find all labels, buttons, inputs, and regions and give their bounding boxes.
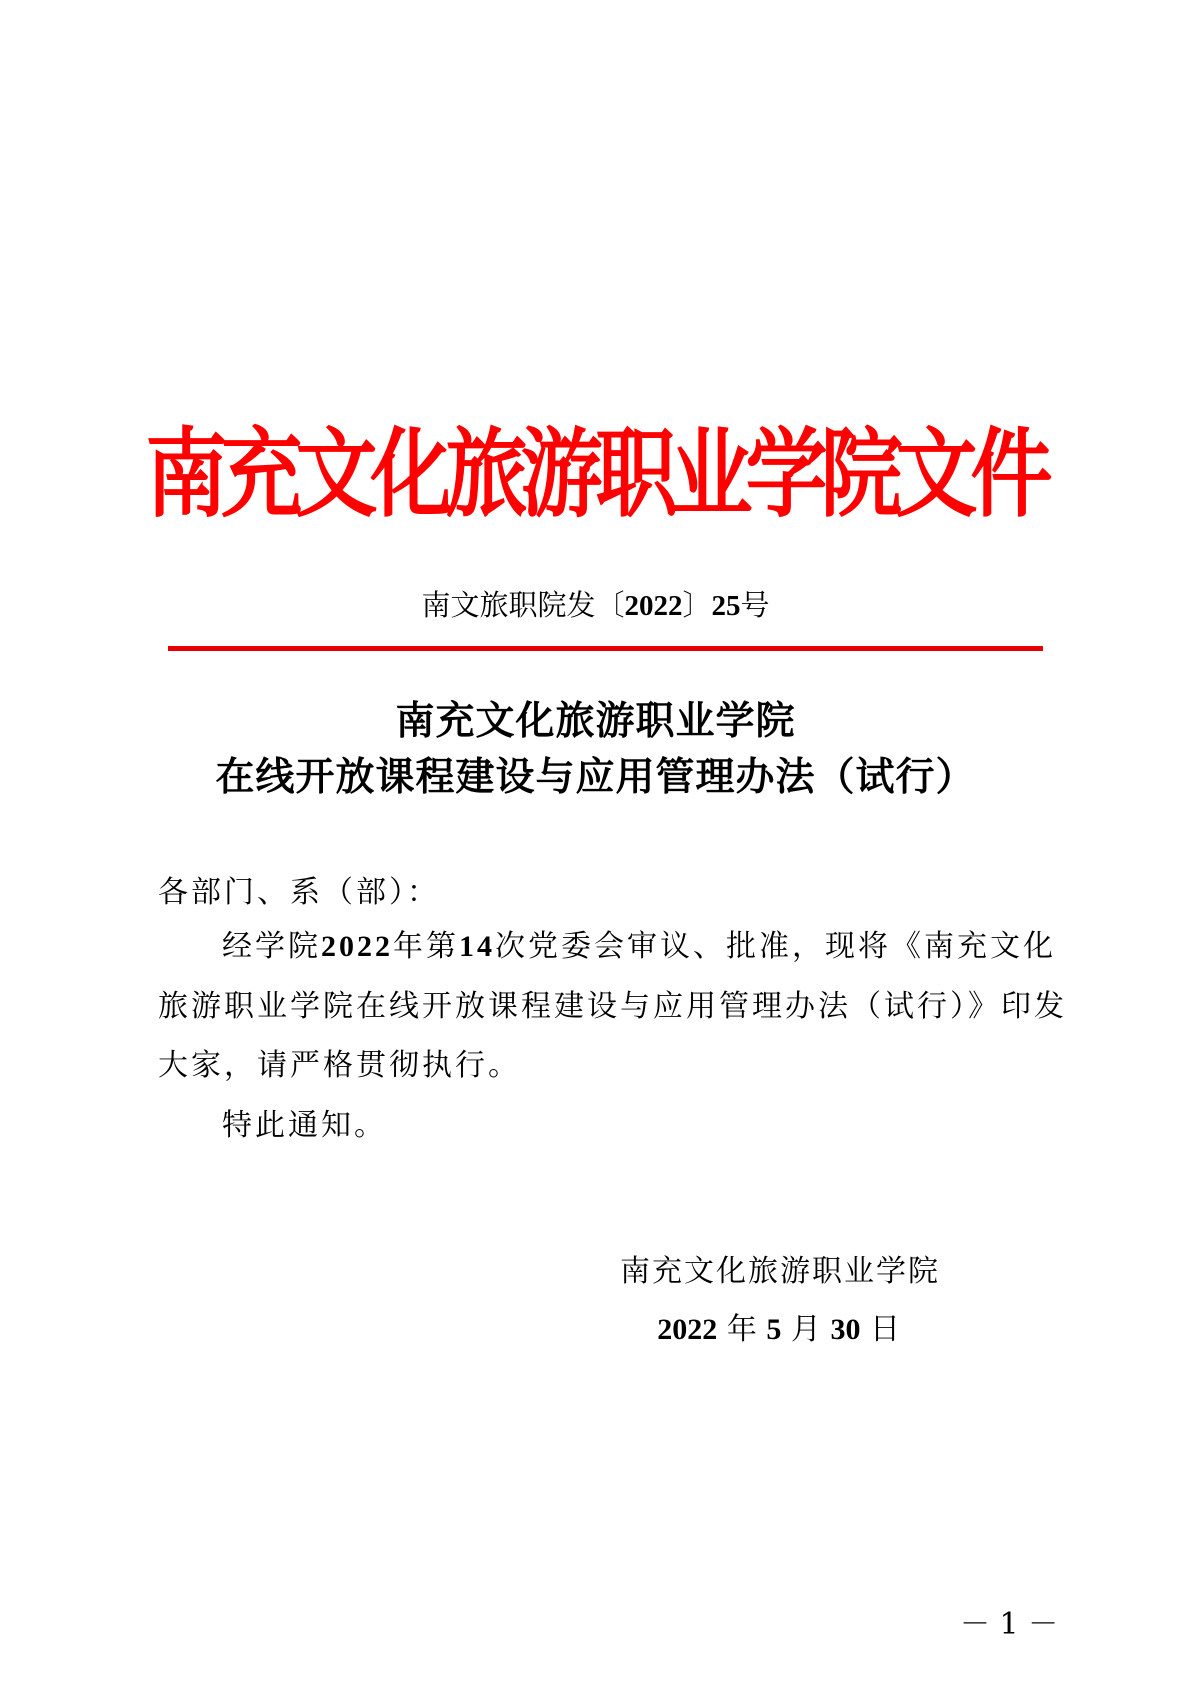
document-title-line1: 南充文化旅游职业学院 (395, 699, 796, 744)
p1-text-a: 经学院 (222, 929, 321, 964)
doc-number-suffix: 号 (740, 588, 770, 622)
document-title-line2: 在线开放课程建设与应用管理办法（试行） (215, 755, 976, 800)
sig-year: 2022 (657, 1313, 718, 1346)
p1-text-c: 次党委会审议、批准，现将《南充文化 (495, 929, 1056, 964)
page-number: － 1 － (960, 1607, 1059, 1642)
sig-day: 30 (830, 1313, 861, 1346)
signature-date (0, 1305, 900, 1355)
sig-day-unit: 日 (870, 1312, 900, 1347)
document-number (0, 585, 1191, 626)
sig-month-unit: 月 (790, 1312, 821, 1347)
p1-meeting-number: 14 (459, 930, 495, 963)
doc-number-no: 25 (711, 590, 741, 622)
paragraph-line1 (158, 917, 1107, 977)
red-header-title: 南充文化旅游职业学院文件 (145, 419, 1046, 532)
red-separator-line (168, 646, 1043, 651)
doc-number-mid: 〕 (682, 588, 712, 622)
p1-text-b: 年第 (393, 929, 459, 964)
sig-year-unit: 年 (726, 1312, 757, 1347)
paragraph-line2: 旅游职业学院在线开放课程建设与应用管理办法（试行）》印发 (158, 989, 1067, 1024)
doc-number-year: 2022 (624, 590, 683, 622)
closing-remark: 特此通知。 (222, 1108, 387, 1143)
sig-month: 5 (766, 1313, 782, 1346)
paragraph-line3: 大家，请严格贯彻执行。 (158, 1048, 521, 1083)
doc-number-prefix: 南文旅职院发〔 (421, 588, 625, 622)
signature-org: 南充文化旅游职业学院 (620, 1254, 940, 1289)
p1-year: 2022 (321, 930, 393, 963)
addressee: 各部门、系（部）： (158, 875, 440, 910)
